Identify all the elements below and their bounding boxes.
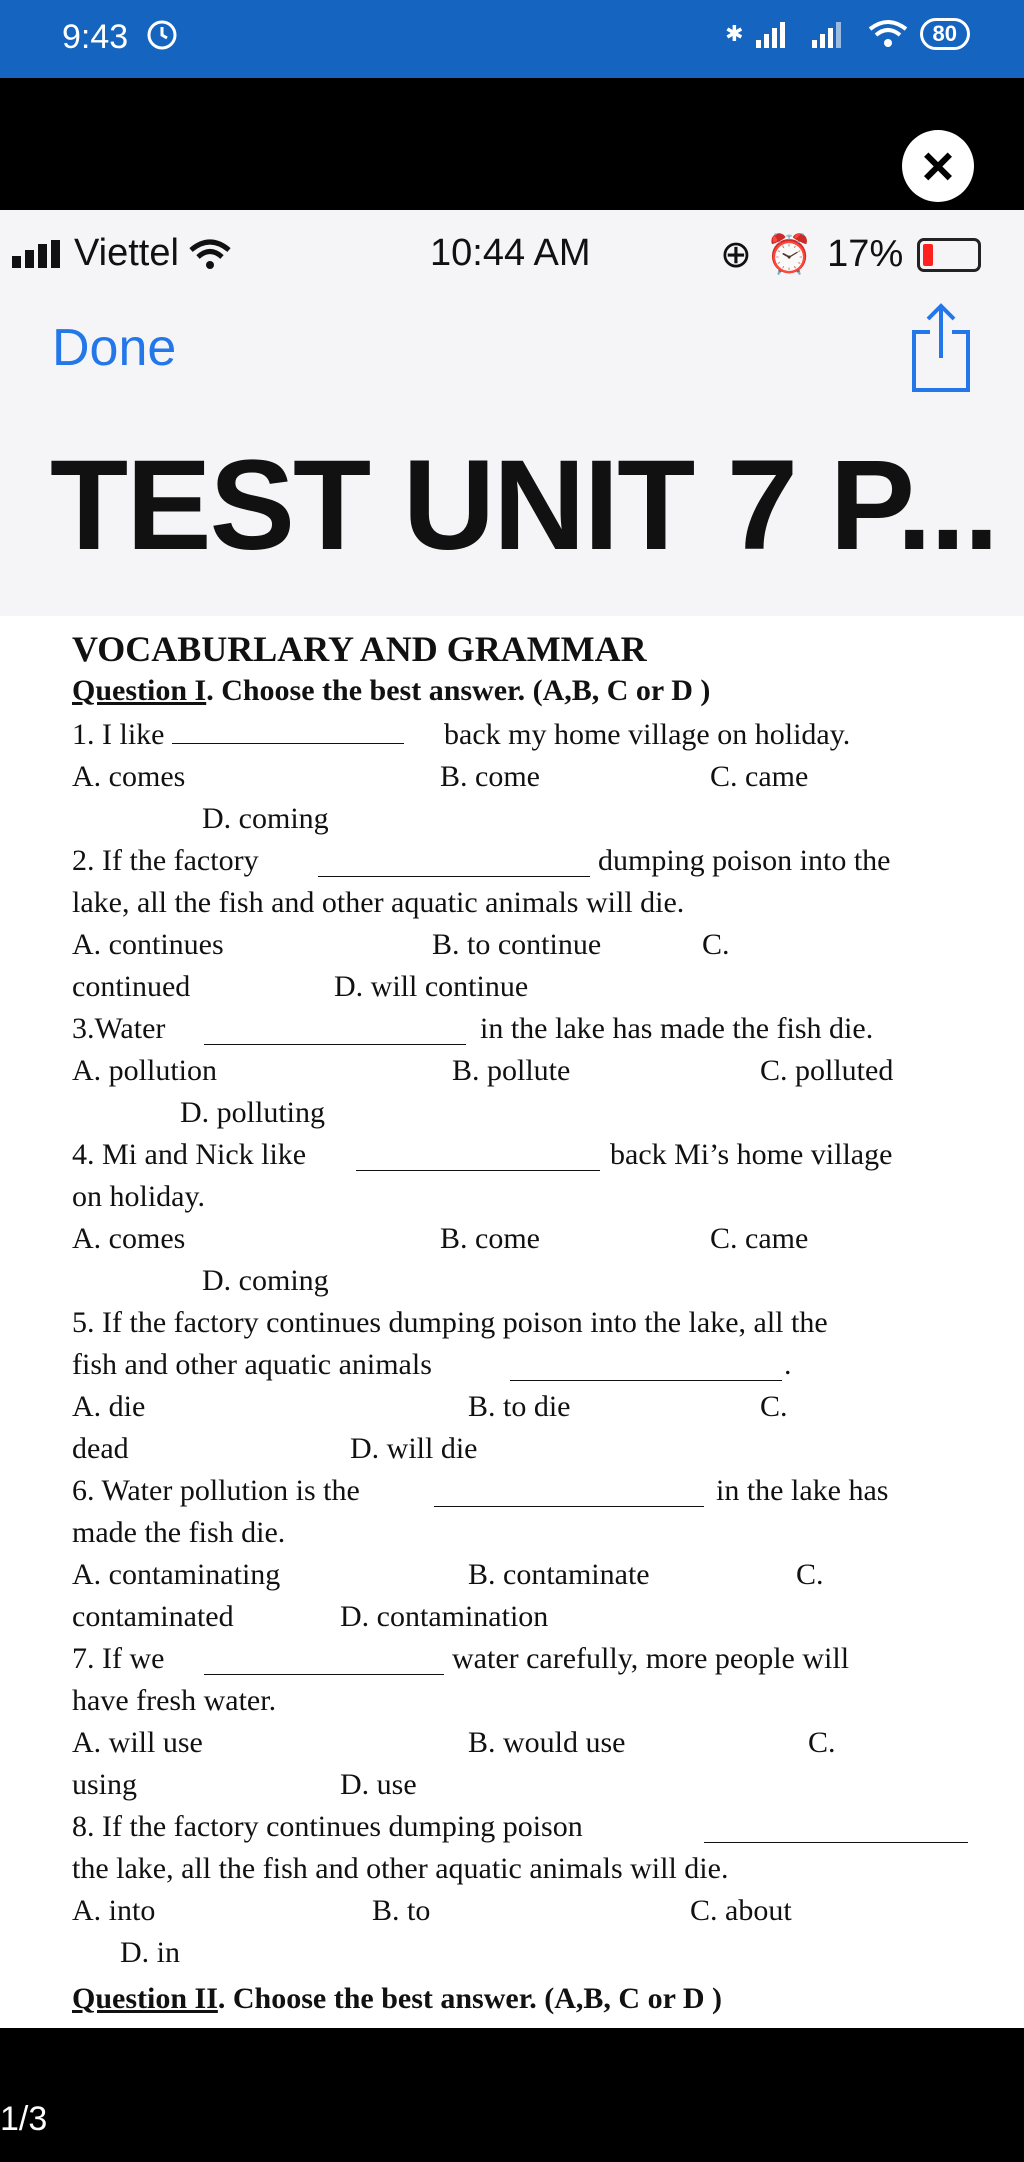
answer-blank <box>204 1020 466 1045</box>
question-2-instruction: . Choose the best answer. (A,B, C or D ) <box>217 1982 723 2015</box>
battery-icon <box>917 238 981 272</box>
option-d: D. polluting <box>180 1096 326 1129</box>
signal-icon-2 <box>812 20 856 48</box>
cellular-icon <box>12 240 64 268</box>
page-indicator: 1/3 <box>0 2100 48 2138</box>
wifi-icon <box>189 238 231 270</box>
ios-carrier <box>12 232 231 275</box>
item-3-text-a: 3.Water <box>72 1012 166 1045</box>
item-7-text-c: have fresh water. <box>72 1684 277 1717</box>
option-b: B. to die <box>468 1390 571 1423</box>
option-d: D. coming <box>202 802 329 835</box>
option-c: C. <box>702 928 730 961</box>
item-3-text-b: in the lake has made the fish die. <box>480 1012 874 1045</box>
question-2-heading <box>72 1980 722 2018</box>
option-b: B. to continue <box>432 928 602 961</box>
option-c-word: dead <box>72 1432 129 1465</box>
option-a: A. pollution <box>72 1054 218 1087</box>
ios-viewer-header <box>0 210 1024 620</box>
option-c-word: using <box>72 1768 138 1801</box>
option-a: A. comes <box>72 1222 186 1255</box>
option-b: B. come <box>440 1222 540 1255</box>
item-2-stem <box>72 842 259 880</box>
question-1-instruction: . Choose the best answer. (A,B, C or D ) <box>206 674 711 707</box>
top-black-bar <box>0 78 1024 210</box>
option-a: A. continues <box>72 928 224 961</box>
answer-blank <box>510 1356 782 1381</box>
option-b: B. come <box>440 760 540 793</box>
item-2-text-c: lake, all the fish and other aquatic animals will die. <box>72 886 685 919</box>
option-c: C. <box>808 1726 836 1759</box>
answer-blank <box>318 852 590 877</box>
ios-time: 10:44 AM <box>430 232 591 274</box>
done-button[interactable]: Done <box>52 319 177 377</box>
option-d: D. contamination <box>340 1600 549 1633</box>
ios-right-status <box>720 232 981 277</box>
close-button[interactable]: × <box>902 130 974 202</box>
option-a: A. will use <box>72 1726 203 1759</box>
answer-blank <box>434 1482 704 1507</box>
option-a: A. comes <box>72 760 186 793</box>
carrier-name: Viettel <box>74 232 179 274</box>
question-1-label: Question I <box>72 674 207 707</box>
document-title: TEST UNIT 7 P... <box>50 434 998 577</box>
item-7-text-a: 7. If we <box>72 1642 165 1675</box>
option-d: D. will continue <box>334 970 529 1003</box>
option-b: B. pollute <box>452 1054 571 1087</box>
item-4-text-a: 4. Mi and Nick like <box>72 1138 307 1171</box>
share-icon[interactable] <box>910 302 972 394</box>
option-a: A. into <box>72 1894 156 1927</box>
option-c: C. polluted <box>760 1054 894 1087</box>
section-heading: VOCABURLARY AND GRAMMAR <box>72 629 647 669</box>
item-4-text-c: on holiday. <box>72 1180 206 1213</box>
item-6-text-b: in the lake has <box>716 1474 889 1507</box>
option-c: C. came <box>710 760 809 793</box>
item-2-text-a: 2. If the factory <box>72 844 259 877</box>
item-1-text-a: 1. I like <box>72 718 165 751</box>
option-c-word: contaminated <box>72 1600 234 1633</box>
battery-percent: 17% <box>827 233 904 275</box>
android-status-bar <box>0 0 1024 78</box>
option-c: C. came <box>710 1222 809 1255</box>
alarm-icon: ⏰ <box>765 233 814 276</box>
option-d: D. use <box>340 1768 417 1801</box>
status-time: 9:43 <box>62 18 129 56</box>
item-7-text-b: water carefully, more people will <box>452 1642 850 1675</box>
bottom-black-bar <box>0 2028 1024 2162</box>
item-5-text-a: 5. If the factory continues dumping poison into the lake, all the <box>72 1306 828 1339</box>
item-8-text-b: the lake, all the fish and other aquatic animals will die. <box>72 1852 729 1885</box>
alarm-icon <box>144 16 180 52</box>
question-1-heading <box>72 672 710 710</box>
wifi-icon <box>868 19 908 49</box>
option-d: D. coming <box>202 1264 329 1297</box>
item-1-stem <box>72 716 404 754</box>
bluetooth-icon: ✱ <box>725 21 744 46</box>
item-2-text-b: dumping poison into the <box>598 844 891 877</box>
item-4-text-b: back Mi’s home village <box>610 1138 893 1171</box>
item-8-text-a: 8. If the factory continues dumping poison <box>72 1810 583 1843</box>
answer-blank <box>172 719 404 744</box>
option-c: C. <box>796 1558 824 1591</box>
item-5-text-b: fish and other aquatic animals <box>72 1348 432 1381</box>
option-c: C. about <box>690 1894 792 1927</box>
option-c: C. <box>760 1390 788 1423</box>
status-right-icons <box>725 18 970 50</box>
battery-indicator: 80 <box>920 18 970 50</box>
option-d: D. in <box>120 1936 180 1969</box>
item-1-text-b: back my home village on holiday. <box>444 718 851 751</box>
signal-icon <box>756 20 800 48</box>
option-a: A. die <box>72 1390 146 1423</box>
option-b: B. contaminate <box>468 1558 650 1591</box>
option-a: A. contaminating <box>72 1558 281 1591</box>
question-2-label: Question II <box>72 1982 218 2015</box>
answer-blank <box>204 1650 444 1675</box>
item-5-text-c: . <box>784 1348 792 1381</box>
answer-blank <box>704 1818 968 1843</box>
item-6-text-c: made the fish die. <box>72 1516 286 1549</box>
option-b: B. to <box>372 1894 431 1927</box>
item-6-text-a: 6. Water pollution is the <box>72 1474 360 1507</box>
option-b: B. would use <box>468 1726 626 1759</box>
option-d: D. will die <box>350 1432 478 1465</box>
option-c-word: continued <box>72 970 191 1003</box>
document-page[interactable] <box>0 616 1024 2028</box>
rotation-lock-icon: ⊕ <box>720 234 752 276</box>
answer-blank <box>356 1146 600 1171</box>
